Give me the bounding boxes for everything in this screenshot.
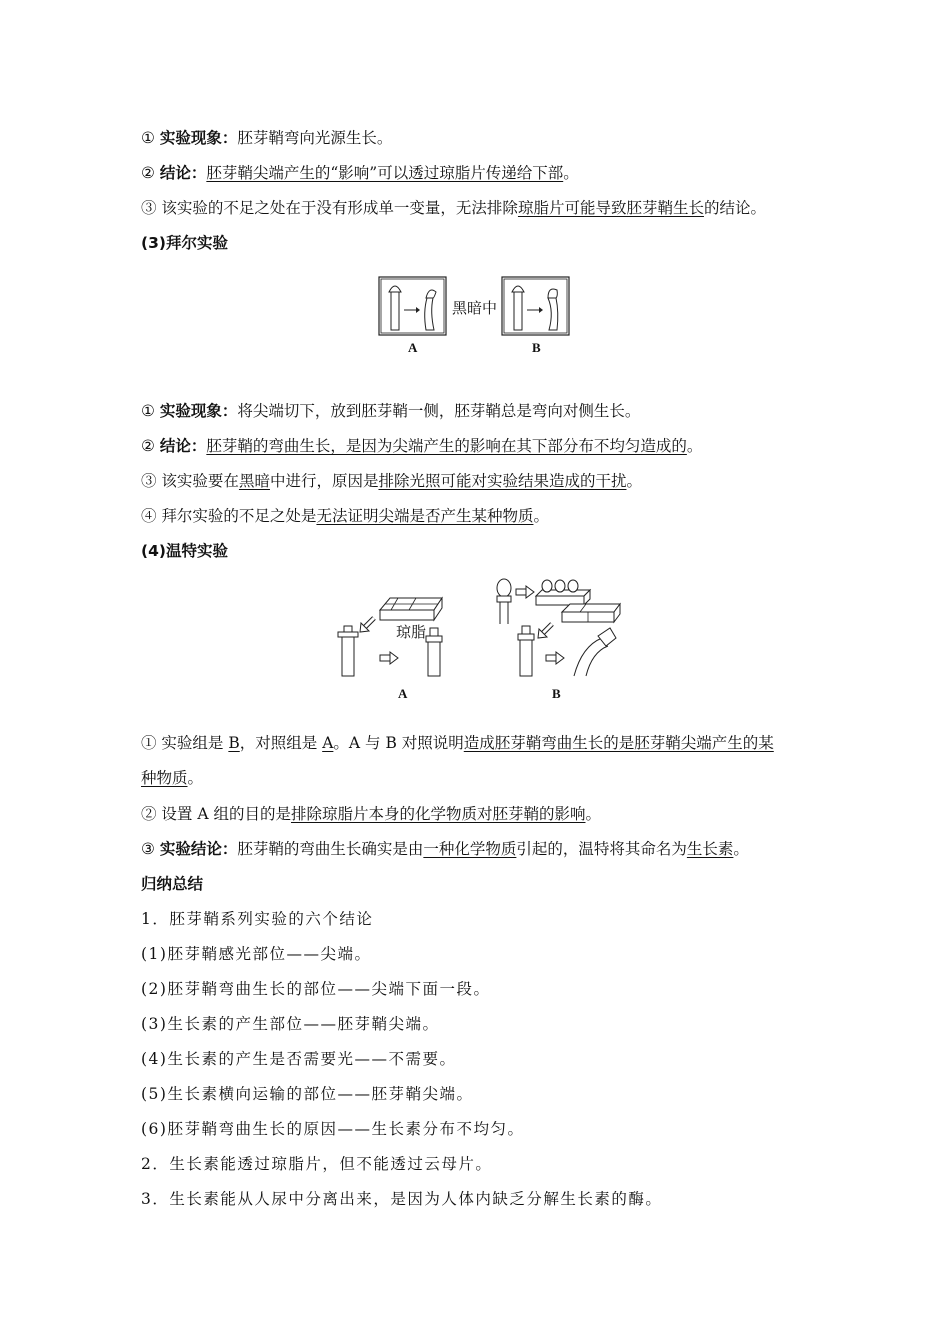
paal-shortcoming-line: ③ 该实验的不足之处在于没有形成单一变量，无法排除琼脂片可能导致胚芽鞘生长的结论。 <box>141 199 766 217</box>
summary-point-2: 2．生长素能透过琼脂片，但不能透过云母片。 <box>141 1155 493 1173</box>
summary-item: (6)胚芽鞘弯曲生长的原因——生长素分布不均匀。 <box>141 1120 525 1138</box>
summary-item: (5)生长素横向运输的部位——胚芽鞘尖端。 <box>141 1085 474 1103</box>
bayer-figure <box>374 270 574 358</box>
paal-conclusion-line: ② 结论：胚芽鞘尖端产生的“影响”可以透过琼脂片传递给下部。 <box>141 164 579 182</box>
summary-point-1: 1．胚芽鞘系列实验的六个结论 <box>141 910 374 928</box>
bayer-phenomenon-line: ① 实验现象：将尖端切下，放到胚芽鞘一侧，胚芽鞘总是弯向对侧生长。 <box>141 402 641 420</box>
went-conclusion-line: ③ 实验结论：胚芽鞘的弯曲生长确实是由一种化学物质引起的，温特将其命名为生长素。 <box>141 840 749 858</box>
went-purpose-line: ② 设置 A 组的目的是排除琼脂片本身的化学物质对胚芽鞘的影响。 <box>141 805 602 823</box>
figure-label-a: A <box>408 340 418 355</box>
dark-label: 黑暗中 <box>452 299 498 317</box>
went-groups-line-cont: 种物质。 <box>141 769 204 787</box>
went-label-a: A <box>398 686 408 701</box>
figure-label-b: B <box>532 340 541 355</box>
summary-heading: 归纳总结 <box>141 875 204 893</box>
bayer-conclusion-line: ② 结论：胚芽鞘的弯曲生长，是因为尖端产生的影响在其下部分布不均匀造成的。 <box>141 437 703 455</box>
bayer-shortcoming-line: ④ 拜尔实验的不足之处是无法证明尖端是否产生某种物质。 <box>141 507 549 525</box>
went-figure <box>330 576 630 706</box>
went-heading: (4)温特实验 <box>141 542 228 560</box>
summary-point-3: 3．生长素能从人尿中分离出来，是因为人体内缺乏分解生长素的酶。 <box>141 1190 663 1208</box>
summary-item: (2)胚芽鞘弯曲生长的部位——尖端下面一段。 <box>141 980 491 998</box>
summary-item: (3)生长素的产生部位——胚芽鞘尖端。 <box>141 1015 440 1033</box>
went-groups-line: ① 实验组是 B，对照组是 A。A 与 B 对照说明造成胚芽鞘弯曲生长的是胚芽鞘尖端产生的某 <box>141 734 774 752</box>
paal-phenomenon-line: ① 实验现象：胚芽鞘弯向光源生长。 <box>141 129 393 147</box>
bayer-darkness-line: ③ 该实验要在黑暗中进行，原因是排除光照可能对实验结果造成的干扰。 <box>141 472 642 490</box>
summary-item: (4)生长素的产生是否需要光——不需要。 <box>141 1050 457 1068</box>
summary-item: (1)胚芽鞘感光部位——尖端。 <box>141 945 372 963</box>
agar-label: 琼脂 <box>396 623 427 641</box>
bayer-heading: (3)拜尔实验 <box>141 234 228 252</box>
went-label-b: B <box>552 686 561 701</box>
